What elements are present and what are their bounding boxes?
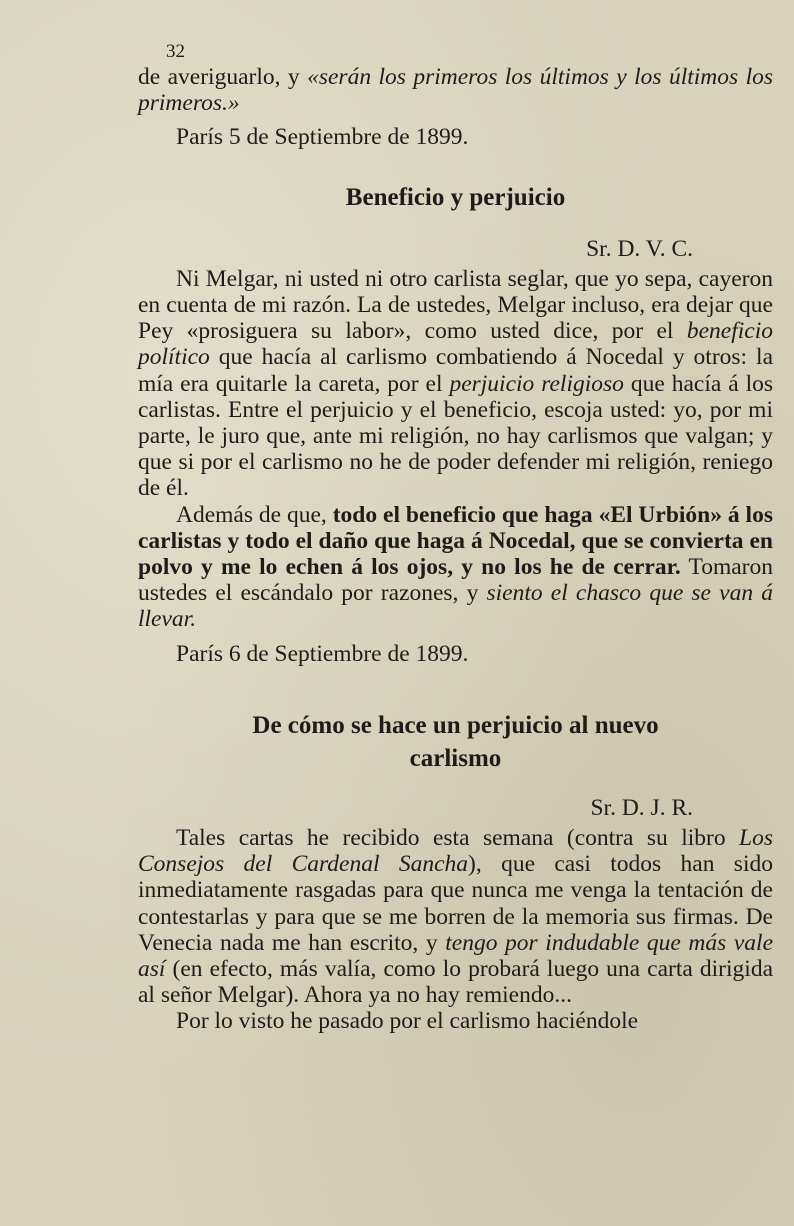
letter-2-addressee: Sr. D. J. R. <box>590 794 693 821</box>
page-number: 32 <box>166 41 185 62</box>
text-run: Tomaron ustedes el escándalo por razones, y <box>138 554 774 607</box>
letter-2-title-line-2: carlismo <box>409 744 502 772</box>
text-run: Tales cartas he recibido esta semana (contra su libro <box>176 825 740 852</box>
text-run: que hacía á los carlistas. Entre el perjuicio y el beneficio, escoja usted: yo, por mi parte, le juro que, ante mi religión, no hay carlismos que valgan; y que si por el carlismo no he de poder defender mi religión, reniego de él. <box>138 370 773 502</box>
letter-2-paragraph-1 <box>138 825 773 1008</box>
letter-2-title-line-1: De cómo se hace un perjuicio al nuevo <box>252 711 659 739</box>
letter-1-paragraph-2 <box>138 502 773 633</box>
letter-1-addressee: Sr. D. V. C. <box>586 235 693 262</box>
dateline-2: París 6 de Septiembre de 1899. <box>176 640 469 667</box>
text-run: ), que casi todos han sido inmediatamente rasgadas para que nunca me venga la tentación de contestarlas y para que se me borren de la memoria sus firmas. De Venecia nada me han escrito, y <box>138 851 773 956</box>
italic-run: siento el chasco que se van á llevar. <box>138 580 773 633</box>
text-run: que hacía al carlismo combatiendo á Nocedal y otros: la mía era quitarle la careta, por el <box>138 344 773 397</box>
continuation-paragraph <box>138 64 773 116</box>
italic-run: tengo por indudable que más vale así <box>138 929 774 983</box>
continuation-text: de averiguarlo, y <box>138 64 308 90</box>
text-run: Además de que, <box>176 501 333 528</box>
italic-run: perjuicio religioso <box>449 370 624 397</box>
quote-text: «serán los primeros los últimos y los últimos los primeros.» <box>138 64 774 117</box>
bold-run: todo el beneficio que haga «El Urbión» á los carlistas y todo el daño que haga á Nocedal, que se convierta en polvo y me lo echen á los ojos, y no los he de cerrar. <box>138 501 773 581</box>
text-run: (en efecto, más valía, como lo probará luego una carta dirigida al señor Melgar). Ahora ya no hay remiendo... <box>138 956 773 1009</box>
letter-1-title: Beneficio y perjuicio <box>345 183 566 211</box>
italic-run: Los Consejos del Cardenal Sancha <box>138 825 773 878</box>
letter-1-paragraph-1 <box>138 266 773 502</box>
letter-2-paragraph-2: Por lo visto he pasado por el carlismo haciéndole <box>176 1008 639 1035</box>
dateline-1: París 5 de Septiembre de 1899. <box>176 124 469 151</box>
italic-run: beneficio político <box>138 318 773 371</box>
page-text <box>138 40 773 1035</box>
text-run: Ni Melgar, ni usted ni otro carlista seglar, que yo sepa, cayeron en cuenta de mi razón. La de ustedes, Melgar incluso, era dejar que Pey «prosiguera su labor», como usted dice, por el <box>138 265 773 345</box>
